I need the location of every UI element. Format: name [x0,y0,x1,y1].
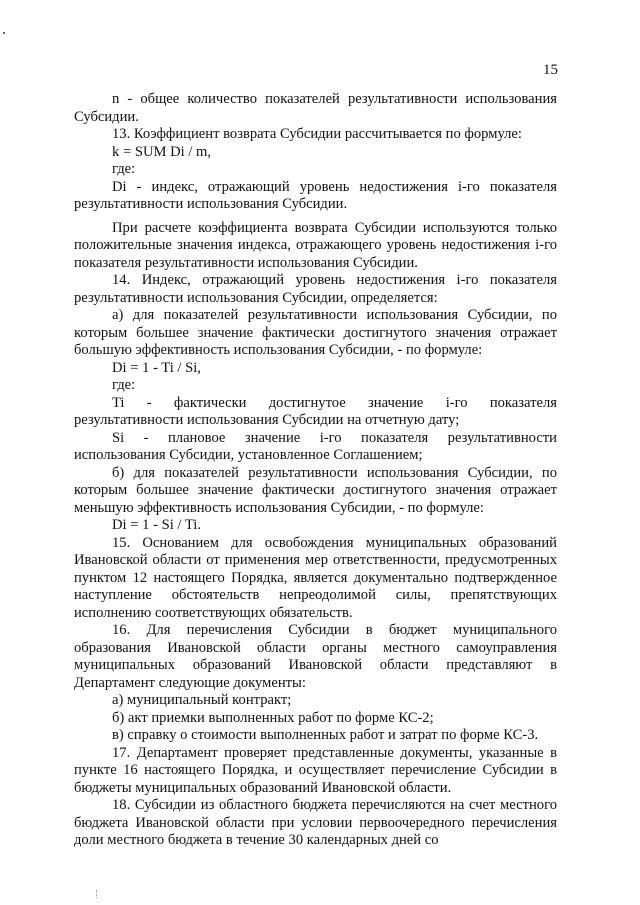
paragraph: а) для показателей результативности использования Субсидии, по которым большее значение фактически достигнутого значения отражает большую эффективность использования Субсидии, - по формуле: [74,307,557,358]
formula: Di = 1 - Ti / Si, [112,359,201,376]
paragraph: n - общее количество показателей результативности использования Субсидии. [74,91,557,125]
paragraph: 18. Субсидии из областного бюджета перечисляются на счет местного бюджета Ивановской области при условии первоочередного перечисления доли местного бюджета в течение 30 календарных дней со [74,797,557,848]
document-body [74,91,557,850]
paragraph: 16. Для перечисления Субсидии в бюджет муниципального образования Ивановской области органы местного самоуправления муниципальных образований Ивановской области представляют в Департамент следующие документы: [74,622,557,691]
paragraph: 13. Коэффициент возврата Субсидии рассчитывается по формуле: [112,126,522,142]
paragraph: 17. Департамент проверяет представленные документы, указанные в пункте 16 настоящего Порядка, и осуществляет перечисление Субсидии в бюджеты муниципальных образований Ивановской области. [74,744,557,796]
formula: Di = 1 - Si / Ti. [112,517,201,533]
paragraph: Di - индекс, отражающий уровень недостижения i-го показателя результативности использования Субсидии. [74,178,557,212]
list-item: а) муниципальный контракт; [112,692,292,708]
paragraph: где: [112,377,136,393]
list-item: в) справку о стоимости выполненных работ и затрат по форме КС-3. [112,727,539,743]
formula: k = SUM Di / m, [112,143,212,160]
paragraph: При расчете коэффициента возврата Субсидии используются только положительные значения индекса, отражающего уровень недостижения i-го показателя результативности использования Субсидии. [74,219,557,271]
scan-speck [3,32,5,34]
paragraph: 14. Индекс, отражающий уровень недостижения i-го показателя результативности использования Субсидии, определяется: [74,272,557,306]
page-number: 15 [543,62,558,78]
scan-mark [96,890,99,898]
paragraph: где: [112,161,136,177]
paragraph: Ti - фактически достигнутое значение i-го показателя результативности использования Субсидии на отчетную дату; [74,394,557,428]
paragraph: Si - плановое значение i-го показателя результативности использования Субсидии, установленное Соглашением; [74,429,557,463]
paragraph: б) для показателей результативности использования Субсидии, по которым большее значение фактически достигнутого значения отражает меньшую эффективность использования Субсидии, - по формуле: [74,464,557,516]
list-item: б) акт приемки выполненных работ по форме КС-2; [112,709,434,726]
paragraph: 15. Основанием для освобождения муниципальных образований Ивановской области от применения мер ответственности, предусмотренных пунктом 12 настоящего Порядка, является документально подтвержденное наступление обстоятельств непреодолимой силы, препятствующих исполнению соответствующих обязательств. [74,534,557,621]
